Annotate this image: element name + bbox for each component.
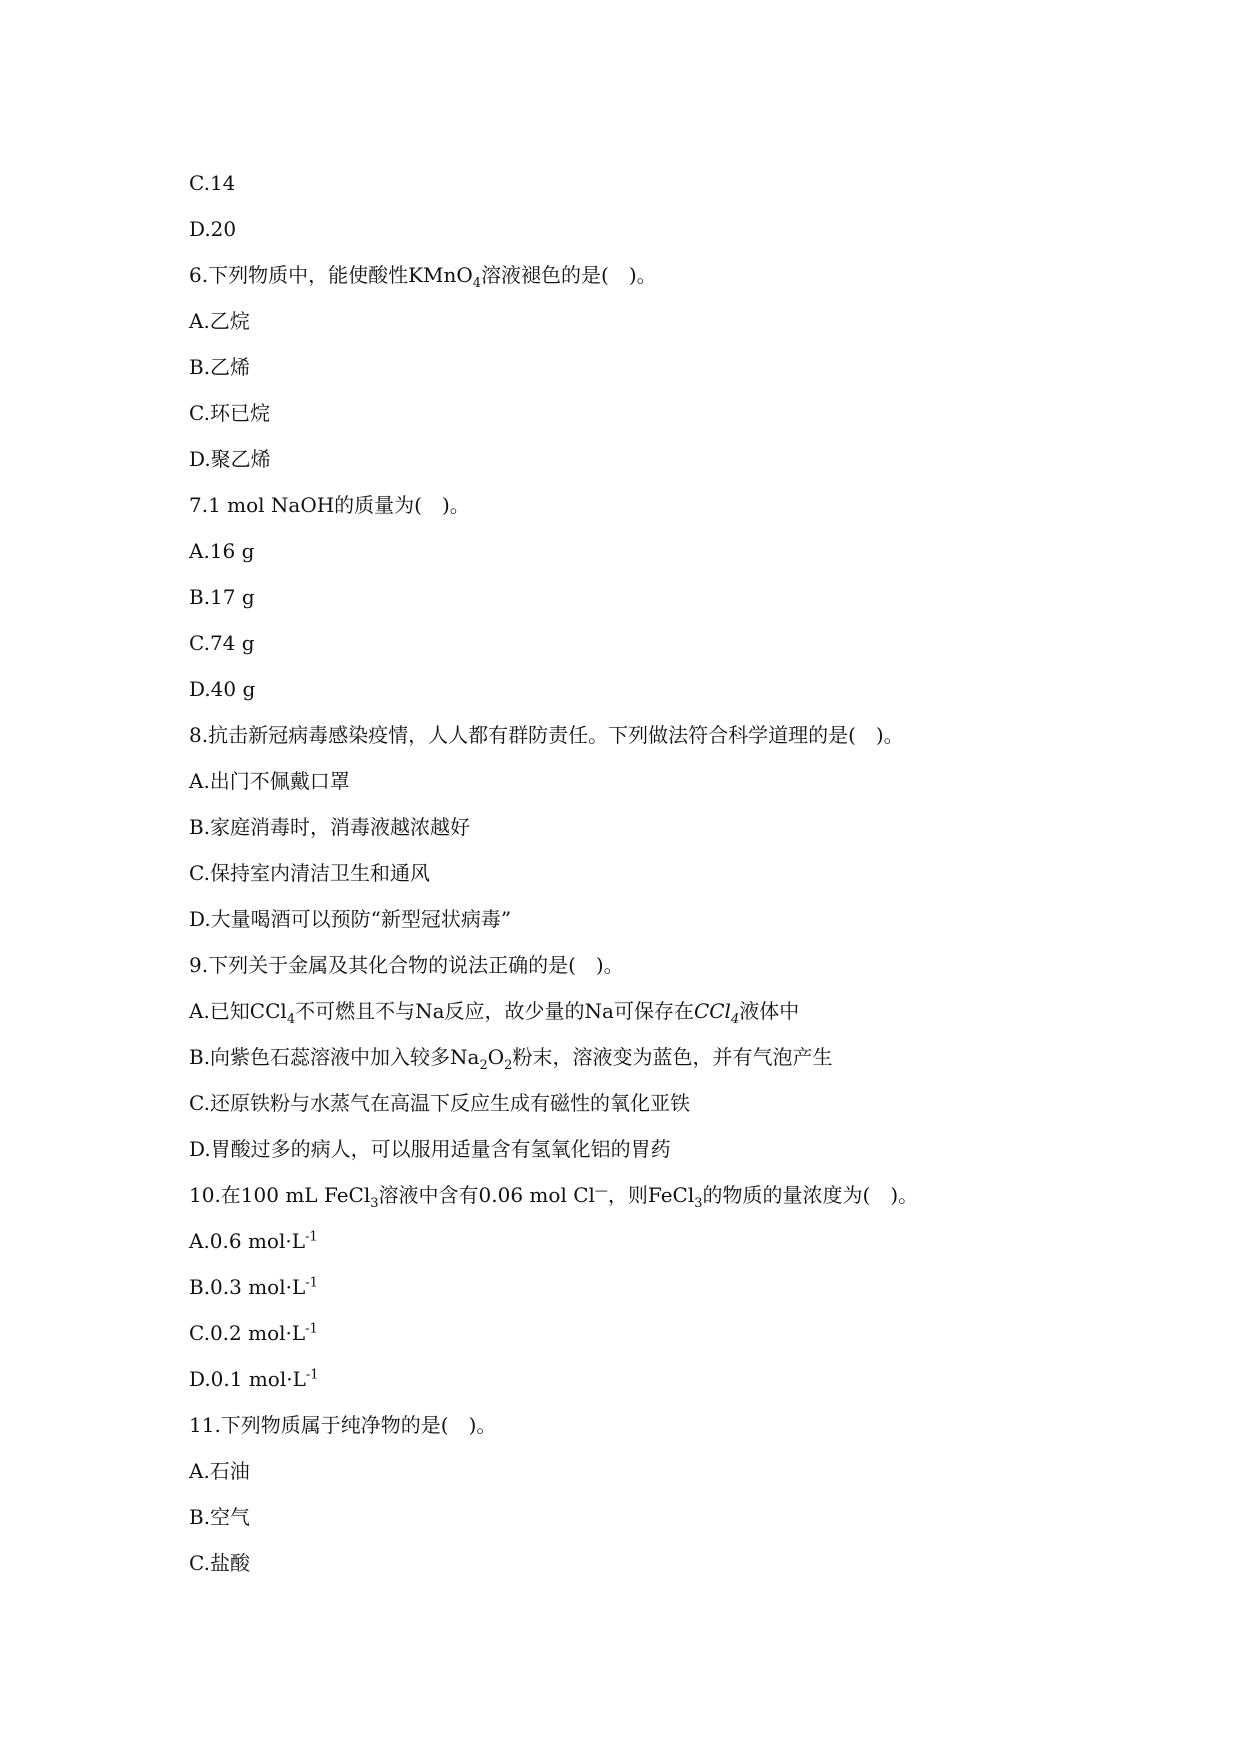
text-run: B.向紫色石蕊溶液中加入较多Na xyxy=(189,1045,480,1069)
text-line xyxy=(189,436,1189,482)
text-line xyxy=(189,1540,1189,1586)
superscript: -1 xyxy=(305,1275,318,1291)
text-line xyxy=(189,758,1189,804)
text-line xyxy=(189,252,1189,298)
text-run: O xyxy=(487,1045,505,1069)
text-line xyxy=(189,666,1189,712)
text-line xyxy=(189,574,1189,620)
subscript: 2 xyxy=(504,1058,513,1073)
text-run: A.出门不佩戴口罩 xyxy=(189,769,350,793)
text-run: A.石油 xyxy=(189,1459,250,1483)
superscript: -1 xyxy=(305,1367,319,1383)
superscript: -1 xyxy=(305,1229,318,1245)
text-line xyxy=(189,1080,1189,1126)
text-run: 不可燃且不与Na反应，故少量的Na可保存在 xyxy=(295,999,694,1023)
text-line xyxy=(189,1034,1189,1080)
text-run: A.0.6 mol·L xyxy=(189,1229,306,1253)
text-run: 溶液褪色的是( )。 xyxy=(481,263,657,287)
text-run: B.0.3 mol·L xyxy=(189,1275,306,1299)
text-line xyxy=(189,804,1189,850)
text-run: C.0.2 mol·L xyxy=(189,1321,306,1345)
text-line xyxy=(189,1494,1189,1540)
text-run: 溶液中含有0.06 mol Cl xyxy=(378,1183,595,1207)
text-line xyxy=(189,482,1189,528)
text-run: A.乙烷 xyxy=(189,309,250,333)
text-line xyxy=(189,942,1189,988)
text-run: 液体中 xyxy=(739,999,800,1023)
text-line xyxy=(189,620,1189,666)
text-run: C.盐酸 xyxy=(189,1551,250,1575)
text-run: 粉末，溶液变为蓝色，并有气泡产生 xyxy=(512,1045,833,1069)
text-run: 的物质的量浓度为( )。 xyxy=(702,1183,919,1207)
text-run: D.0.1 mol·L xyxy=(189,1367,306,1391)
text-run: A.16 g xyxy=(189,539,255,563)
text-line xyxy=(189,206,1189,252)
text-run: CCl xyxy=(693,999,731,1023)
text-line xyxy=(189,712,1189,758)
text-line xyxy=(189,528,1189,574)
text-run: A.已知CCl xyxy=(189,999,287,1023)
text-line xyxy=(189,1356,1189,1402)
text-run: 8.抗击新冠病毒感染疫情，人人都有群防责任。下列做法符合科学道理的是( )。 xyxy=(189,723,904,747)
text-line xyxy=(189,160,1189,206)
text-run: 6.下列物质中，能使酸性KMnO xyxy=(189,263,473,287)
text-run: C.环已烷 xyxy=(189,401,270,425)
text-line xyxy=(189,896,1189,942)
text-run: B.17 g xyxy=(189,585,255,609)
text-run: C.保持室内清洁卫生和通风 xyxy=(189,861,430,885)
subscript: 4 xyxy=(286,1012,296,1027)
text-run: D.大量喝酒可以预防“新型冠状病毒” xyxy=(189,907,512,931)
text-line xyxy=(189,1448,1189,1494)
subscript: 3 xyxy=(694,1196,703,1211)
subscript: 4 xyxy=(472,276,482,291)
text-run: C.14 xyxy=(189,171,236,195)
text-run: D.20 xyxy=(189,217,237,241)
text-run: ，则FeCl xyxy=(607,1183,695,1207)
text-line xyxy=(189,1264,1189,1310)
superscript: -1 xyxy=(305,1321,318,1337)
text-run: B.家庭消毒时，消毒液越浓越好 xyxy=(189,815,471,839)
text-run: 11.下列物质属于纯净物的是( )。 xyxy=(189,1413,497,1437)
text-line xyxy=(189,1310,1189,1356)
text-run: C.还原铁粉与水蒸气在高温下反应生成有磁性的氧化亚铁 xyxy=(189,1091,690,1115)
text-line xyxy=(189,1402,1189,1448)
text-line xyxy=(189,1126,1189,1172)
text-line xyxy=(189,850,1189,896)
text-run: B.乙烯 xyxy=(189,355,251,379)
text-line xyxy=(189,344,1189,390)
text-line xyxy=(189,298,1189,344)
text-line xyxy=(189,1172,1189,1218)
text-run: 9.下列关于金属及其化合物的说法正确的是( )。 xyxy=(189,953,624,977)
text-run: D.聚乙烯 xyxy=(189,447,271,471)
text-line xyxy=(189,390,1189,436)
text-run: 7.1 mol NaOH的质量为( )。 xyxy=(189,493,470,517)
text-line xyxy=(189,988,1189,1034)
text-line xyxy=(189,1218,1189,1264)
text-run: C.74 g xyxy=(189,631,255,655)
superscript: — xyxy=(594,1183,608,1199)
subscript: 4 xyxy=(730,1012,740,1027)
text-run: D.40 g xyxy=(189,677,256,701)
text-run: D.胃酸过多的病人，可以服用适量含有氢氧化铝的胃药 xyxy=(189,1137,671,1161)
subscript: 2 xyxy=(479,1058,488,1073)
question-text-block xyxy=(189,160,1189,1586)
subscript: 3 xyxy=(370,1196,379,1211)
text-run: 10.在100 mL FeCl xyxy=(189,1183,371,1207)
text-run: B.空气 xyxy=(189,1505,251,1529)
